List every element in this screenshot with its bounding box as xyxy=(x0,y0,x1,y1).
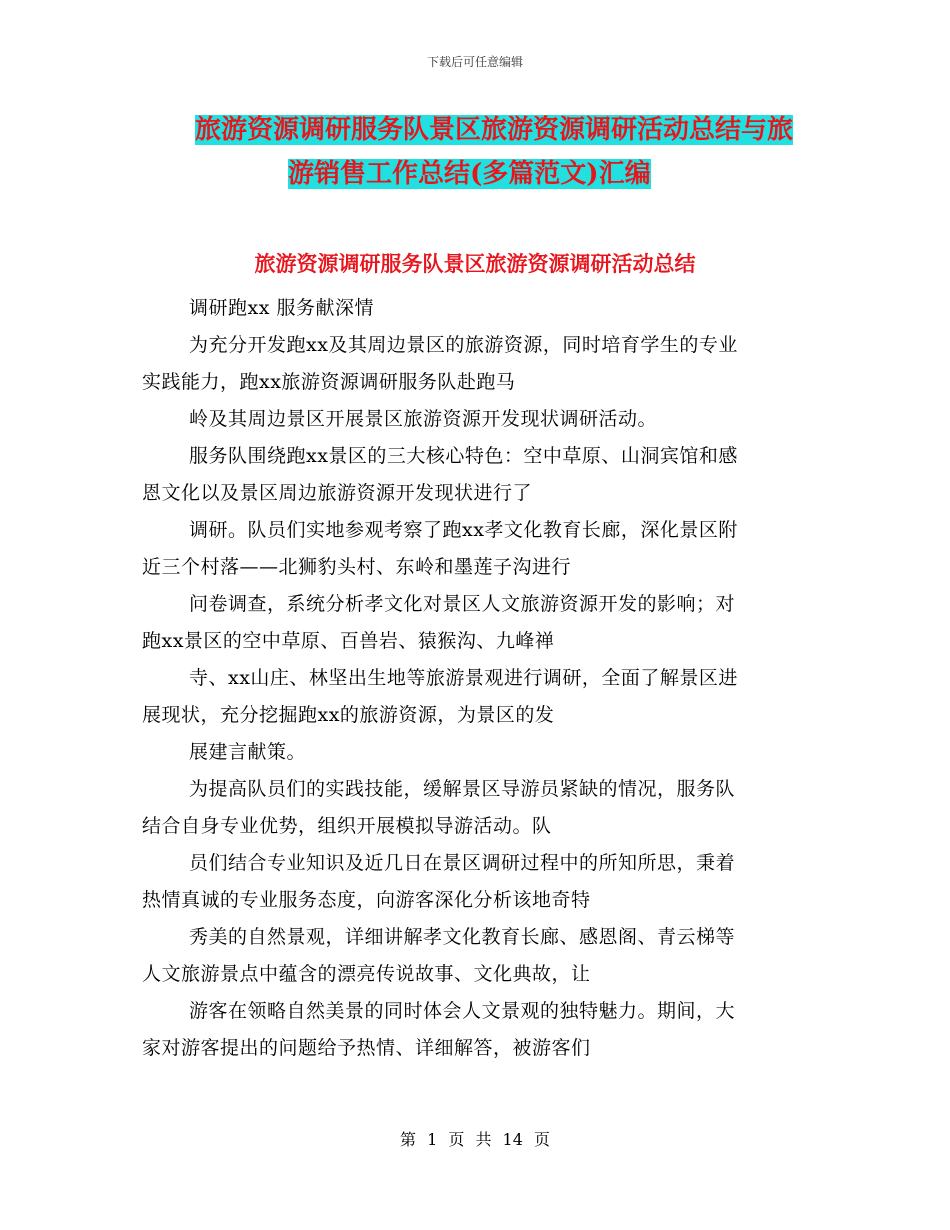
page-footer: 第 1 页 共 14 页 xyxy=(400,1130,550,1149)
body-text xyxy=(142,290,812,1067)
body-line: 问卷调查，系统分析孝文化对景区人文旅游资源开发的影响；对 xyxy=(189,593,736,615)
body-line: 结合自身专业优势，组织开展模拟导游活动。队 xyxy=(142,815,552,837)
body-line: 人文旅游景点中蕴含的漂亮传说故事、文化典故，让 xyxy=(142,963,591,985)
body-line: 展建言献策。 xyxy=(189,741,307,763)
title-line-1: 旅游资源调研服务队景区旅游资源调研活动总结与旅 xyxy=(195,115,794,145)
header-note: 下载后可任意编辑 xyxy=(426,55,523,69)
body-line: 调研跑xx 服务献深情 xyxy=(189,297,374,319)
body-line: 寺、xx山庄、林坚出生地等旅游景观进行调研，全面了解景区进 xyxy=(189,667,738,689)
body-line: 实践能力，跑xx旅游资源调研服务队赴跑马 xyxy=(142,371,516,393)
body-line: 为充分开发跑xx及其周边景区的旅游资源，同时培育学生的专业 xyxy=(189,334,738,356)
body-line: 游客在领略自然美景的同时体会人文景观的独特魅力。期间，大 xyxy=(189,1000,736,1022)
body-line: 秀美的自然景观，详细讲解孝文化教育长廊、感恩阁、青云梯等 xyxy=(189,926,736,948)
body-line: 调研。队员们实地参观考察了跑xx孝文化教育长廊，深化景区附 xyxy=(189,519,738,541)
document-title xyxy=(140,108,810,196)
body-line: 近三个村落——北狮豹头村、东岭和墨莲子沟进行 xyxy=(142,556,572,578)
section-title: 旅游资源调研服务队景区旅游资源调研活动总结 xyxy=(254,251,696,276)
body-line: 展现状，充分挖掘跑xx的旅游资源，为景区的发 xyxy=(142,704,555,726)
body-line: 服务队围绕跑xx景区的三大核心特色：空中草原、山洞宾馆和感 xyxy=(189,445,738,467)
body-line: 岭及其周边景区开展景区旅游资源开发现状调研活动。 xyxy=(189,408,658,430)
title-line-2: 游销售工作总结(多篇范文)汇编 xyxy=(288,159,651,189)
body-line: 为提高队员们的实践技能，缓解景区导游员紧缺的情况，服务队 xyxy=(189,778,736,800)
body-line: 员们结合专业知识及近几日在景区调研过程中的所知所思，秉着 xyxy=(189,852,736,874)
body-line: 恩文化以及景区周边旅游资源开发现状进行了 xyxy=(142,482,533,504)
body-line: 家对游客提出的问题给予热情、详细解答，被游客们 xyxy=(142,1037,591,1059)
body-line: 跑xx景区的空中草原、百兽岩、猿猴沟、九峰禅 xyxy=(142,630,555,652)
body-line: 热情真诚的专业服务态度，向游客深化分析该地奇特 xyxy=(142,889,591,911)
